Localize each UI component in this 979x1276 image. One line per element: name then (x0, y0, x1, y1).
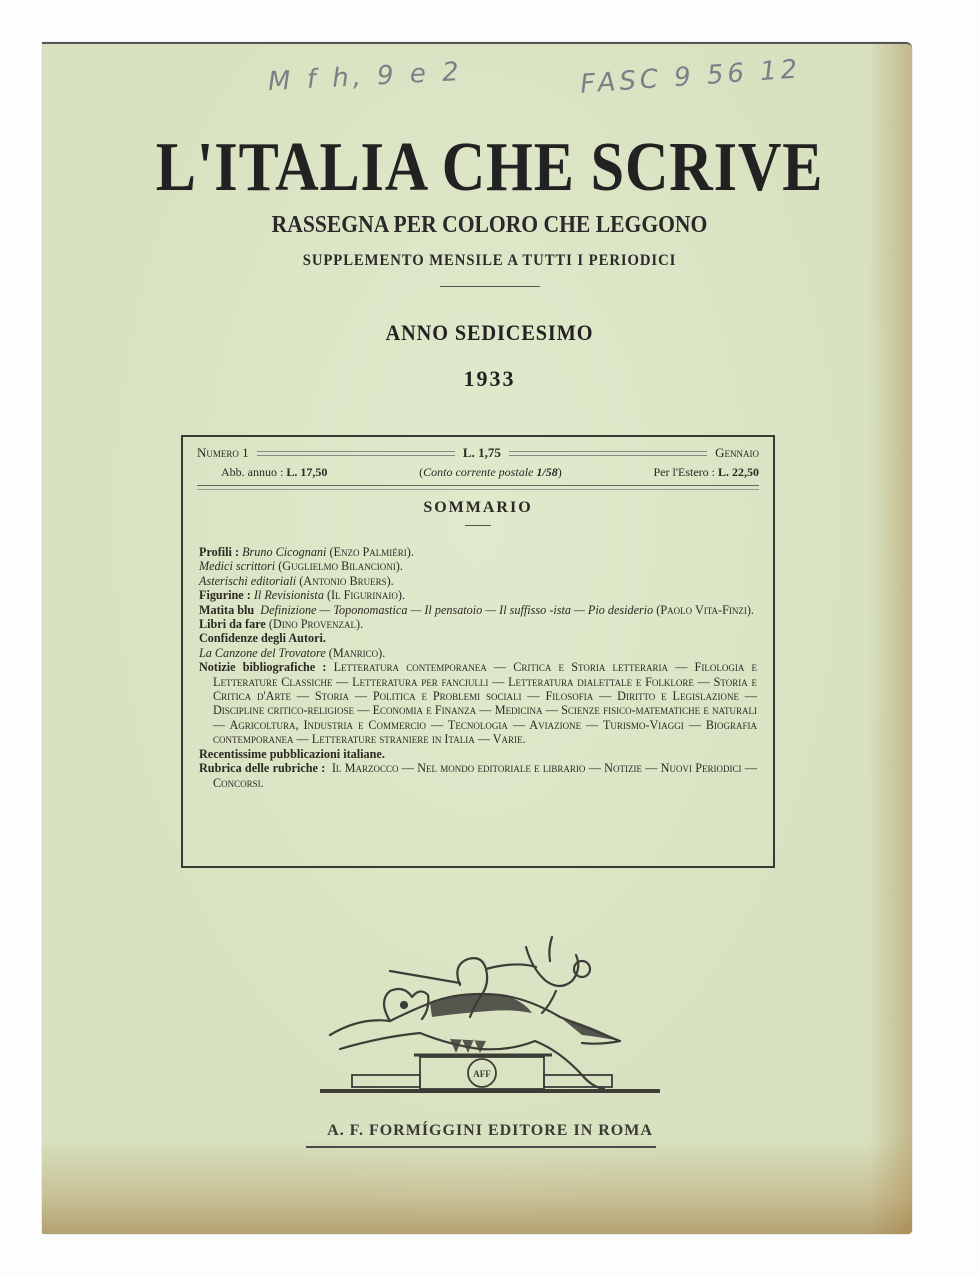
volume-year-label: ANNO SEDICESIMO (385, 320, 594, 345)
postal-account: (Conto corrente postale 1/58) (419, 465, 562, 479)
issue-price: L. 1,75 (462, 445, 501, 460)
masthead-title: L'ITALIA CHE SCRIVE (155, 129, 824, 206)
publisher-emblem-she-wolf-with-putti (320, 925, 660, 1095)
divider (306, 1146, 656, 1148)
publisher-imprint: A. F. FORMÍGGINI EDITORE IN ROMA (327, 1122, 653, 1139)
annual-subscription: Abb. annuo : L. 17,50 (221, 465, 328, 479)
publisher-monogram: AFF (473, 1069, 491, 1079)
toc-entry: Asterischi editoriali (Antonio Bruers). (199, 573, 394, 588)
toc-entry: Profili : Bruno Cicognani (Enzo Palmiéri). (199, 545, 414, 559)
divider (465, 525, 491, 526)
subscription-row (221, 465, 759, 480)
issue-number: Numero 1 (197, 445, 249, 460)
toc-entry: La Canzone del Trovatore (Manrico). (199, 645, 386, 660)
toc-entry: Confidenze degli Autori. (199, 631, 326, 646)
toc-entry: Figurine : Il Revisionista (Il Figurinaio). (199, 588, 406, 603)
divider (440, 286, 540, 287)
issue-month: Gennaio (715, 445, 760, 460)
table-of-contents (199, 545, 757, 790)
foreign-subscription: Per l'Estero : L. 22,50 (653, 465, 759, 479)
toc-entry: Notizie bibliografiche : Letteratura contemporanea — Critica e Storia letteraria — Filologia e Letterature Classiche — Letteratura per fanciulli — Letteratura dialettale e Folklore — Storia e Critica d'Arte — Storia — Politica e Problemi sociali — Filosofia — Diritto e Legislazione — Discipline critico-religiose — Economia e Finanza — Medicina — Scienze fisico-matematiche e naturali — Agricoltura, Industria e Commercio — Tecnologia — Aviazione — Turismo-Viaggi — Biografia contemporanea — Letterature straniere in Italia — Varie. (199, 660, 757, 747)
handwritten-shelfmark-left: M f h, 9 e 2 (267, 56, 464, 98)
double-rule (257, 451, 455, 456)
masthead-subtitle: RASSEGNA PER COLORO CHE LEGGONO (271, 212, 708, 238)
publication-year: 1933 (463, 366, 516, 391)
toc-entry: Rubrica delle rubriche : Il Marzocco — Nel mondo editoriale e librario — Notizie — Nuovi Periodici — Concorsi. (199, 761, 757, 790)
toc-entry: Libri da fare (Dino Provenzal). (199, 617, 364, 632)
double-rule (509, 451, 707, 456)
handwritten-shelfmark-right: FASC 9 56 12 (579, 54, 803, 100)
issue-info-row (197, 445, 759, 461)
contents-box (181, 435, 775, 868)
contents-heading: SOMMARIO (423, 499, 533, 516)
toc-entry: Matita blu Definizione — Toponomastica — Il pensatoio — Il suffisso -ista — Pio desiderio (Paolo Vita-Finzi). (199, 602, 754, 617)
masthead-supplement-line: SUPPLEMENTO MENSILE A TUTTI I PERIODICI (302, 252, 677, 269)
toc-entry: Medici scrittori (Guglielmo Bilancioni). (199, 559, 403, 574)
double-rule (197, 485, 759, 490)
toc-entry: Recentissime pubblicazioni italiane. (199, 746, 385, 761)
